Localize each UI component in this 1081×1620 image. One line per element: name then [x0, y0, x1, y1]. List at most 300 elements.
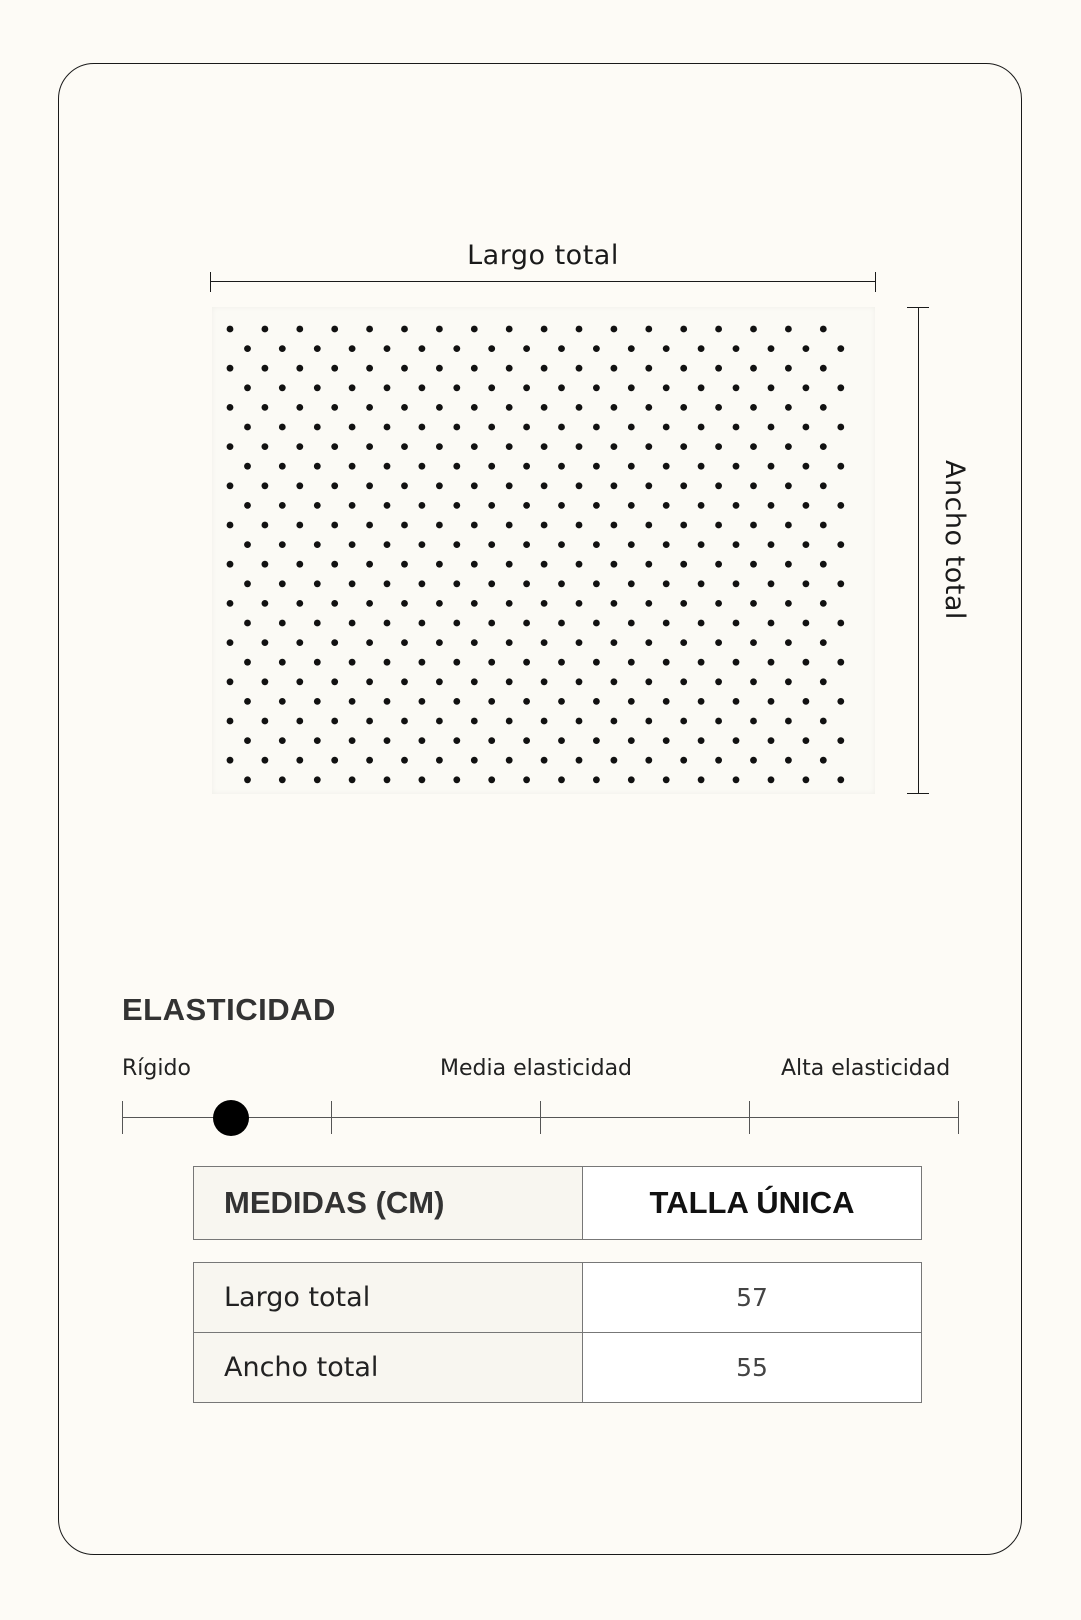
- perforation-dot: [733, 463, 740, 470]
- perforation-dot: [680, 522, 687, 529]
- perforation-dot: [576, 600, 583, 607]
- elasticity-scale-tick: [331, 1101, 332, 1134]
- perforation-dot: [803, 580, 810, 587]
- perforation-dot: [366, 757, 373, 764]
- perforation-dot: [680, 678, 687, 685]
- header-measures-cell: MEDIDAS (CM): [194, 1167, 583, 1240]
- perforation-dot: [820, 482, 827, 489]
- perforation-dot: [453, 620, 460, 627]
- perforation-dot: [541, 443, 548, 450]
- perforation-dot: [576, 482, 583, 489]
- elasticity-label-mid: Media elasticidad: [440, 1056, 633, 1081]
- perforation-dot: [523, 580, 530, 587]
- perforation-dot: [349, 620, 356, 627]
- perforation-dot: [663, 384, 670, 391]
- perforation-dot: [803, 463, 810, 470]
- perforation-dot: [488, 620, 495, 627]
- perforation-dot: [453, 580, 460, 587]
- perforation-dot: [331, 404, 338, 411]
- perforation-dot: [331, 365, 338, 372]
- perforation-dot: [785, 639, 792, 646]
- perforation-dot: [262, 639, 269, 646]
- perforation-dot: [628, 345, 635, 352]
- perforation-dot: [331, 639, 338, 646]
- perforation-dot: [506, 561, 513, 568]
- row-label-width: Ancho total: [194, 1333, 583, 1403]
- perforation-dot: [366, 639, 373, 646]
- perforation-dot: [663, 698, 670, 705]
- perforation-dot: [349, 384, 356, 391]
- perforation-dot: [820, 600, 827, 607]
- perforation-dot: [314, 659, 321, 666]
- perforation-dot: [488, 345, 495, 352]
- perforation-dot: [611, 522, 618, 529]
- perforation-dot: [262, 443, 269, 450]
- perforation-dot: [401, 326, 408, 333]
- perforation-dot: [558, 698, 565, 705]
- perforation-dot: [384, 776, 391, 783]
- perforation-dot: [384, 580, 391, 587]
- perforation-dot: [471, 404, 478, 411]
- perforation-dot: [576, 561, 583, 568]
- elasticity-label-high: Alta elasticidad: [781, 1056, 951, 1081]
- length-dimension-label: Largo total: [467, 240, 619, 271]
- perforation-dot: [785, 365, 792, 372]
- elasticity-scale-tick: [749, 1101, 750, 1134]
- perforation-dot: [244, 463, 251, 470]
- perforation-dot: [453, 698, 460, 705]
- perforation-dot: [244, 659, 251, 666]
- perforation-dot: [244, 698, 251, 705]
- perforation-dot: [349, 580, 356, 587]
- elasticity-scale-tick: [958, 1101, 959, 1134]
- perforation-dot: [628, 541, 635, 548]
- perforation-dot: [453, 384, 460, 391]
- perforation-dot: [576, 718, 583, 725]
- perforation-dot: [262, 326, 269, 333]
- perforation-dot: [227, 718, 234, 725]
- perforation-dot: [419, 659, 426, 666]
- perforation-dot: [803, 620, 810, 627]
- perforation-dot: [663, 580, 670, 587]
- perforation-dot: [436, 365, 443, 372]
- perforation-dot: [785, 718, 792, 725]
- perforation-dot: [541, 404, 548, 411]
- perforation-dot: [837, 580, 844, 587]
- perforation-dot: [768, 737, 775, 744]
- perforation-dot: [262, 365, 269, 372]
- perforation-dot: [715, 482, 722, 489]
- perforation-dot: [715, 326, 722, 333]
- perforation-dot: [314, 541, 321, 548]
- perforation-dot: [244, 580, 251, 587]
- perforation-dot: [611, 561, 618, 568]
- perforation-dot: [785, 757, 792, 764]
- perforation-dot: [558, 620, 565, 627]
- perforation-dot: [296, 365, 303, 372]
- perforation-dot: [279, 659, 286, 666]
- perforation-dot: [715, 522, 722, 529]
- perforation-dot: [733, 620, 740, 627]
- perforation-dot: [820, 365, 827, 372]
- perforation-dot: [698, 580, 705, 587]
- perforation-dot: [331, 718, 338, 725]
- perforation-dot: [314, 384, 321, 391]
- perforation-dot: [419, 345, 426, 352]
- perforation-dot: [488, 737, 495, 744]
- perforation-dot: [523, 384, 530, 391]
- perforation-dot: [419, 502, 426, 509]
- perforation-dot: [471, 326, 478, 333]
- measures-table-body: [193, 1262, 922, 1403]
- perforation-dot: [436, 404, 443, 411]
- perforation-dot: [663, 345, 670, 352]
- width-dimension-line: [918, 307, 919, 794]
- perforation-dot: [384, 541, 391, 548]
- perforation-dot: [471, 365, 478, 372]
- perforation-dot: [314, 463, 321, 470]
- perforation-dot: [384, 345, 391, 352]
- perforation-dot: [593, 776, 600, 783]
- perforation-dot: [611, 757, 618, 764]
- perforation-dot: [331, 522, 338, 529]
- perforation-dot: [715, 757, 722, 764]
- perforation-dot: [453, 463, 460, 470]
- perforation-dot: [244, 737, 251, 744]
- perforation-dot: [262, 482, 269, 489]
- perforation-dot: [663, 502, 670, 509]
- perforation-dot: [698, 776, 705, 783]
- perforation-dot: [733, 737, 740, 744]
- perforation-dot: [296, 639, 303, 646]
- perforation-dot: [611, 600, 618, 607]
- length-dimension-tick-left: [210, 272, 211, 292]
- perforation-dot: [663, 424, 670, 431]
- perforation-dot: [436, 718, 443, 725]
- perforation-dot: [680, 482, 687, 489]
- perforation-dot: [611, 482, 618, 489]
- perforation-dot: [366, 561, 373, 568]
- perforation-dot: [750, 678, 757, 685]
- perforation-dot: [820, 718, 827, 725]
- perforation-dot: [750, 404, 757, 411]
- perforation-dot: [331, 600, 338, 607]
- perforation-dot: [645, 522, 652, 529]
- perforation-dot: [366, 600, 373, 607]
- perforation-dot: [419, 541, 426, 548]
- perforation-dot: [471, 561, 478, 568]
- perforation-dot: [680, 718, 687, 725]
- perforation-dot: [279, 424, 286, 431]
- perforation-dot: [471, 757, 478, 764]
- perforation-dot: [680, 443, 687, 450]
- perforation-dot: [593, 698, 600, 705]
- perforation-dot: [488, 580, 495, 587]
- perforation-dot: [837, 737, 844, 744]
- perforation-dot: [471, 718, 478, 725]
- perforation-dot: [349, 424, 356, 431]
- perforation-dot: [715, 404, 722, 411]
- perforation-dot: [227, 600, 234, 607]
- perforation-dot: [436, 482, 443, 489]
- perforated-mat-dots: [212, 307, 875, 794]
- perforation-dot: [715, 639, 722, 646]
- perforation-dot: [366, 718, 373, 725]
- perforation-dot: [349, 541, 356, 548]
- perforation-dot: [401, 365, 408, 372]
- perforation-dot: [349, 776, 356, 783]
- perforation-dot: [262, 757, 269, 764]
- perforation-dot: [663, 620, 670, 627]
- perforation-dot: [733, 541, 740, 548]
- perforation-dot: [576, 365, 583, 372]
- perforation-dot: [820, 561, 827, 568]
- perforation-dot: [244, 345, 251, 352]
- perforation-dot: [803, 384, 810, 391]
- perforation-dot: [331, 757, 338, 764]
- perforation-dot: [628, 776, 635, 783]
- perforation-dot: [384, 620, 391, 627]
- perforation-dot: [488, 776, 495, 783]
- perforation-dot: [698, 463, 705, 470]
- perforation-dot: [331, 678, 338, 685]
- perforation-dot: [262, 718, 269, 725]
- length-dimension-tick-right: [875, 272, 876, 292]
- perforation-dot: [680, 600, 687, 607]
- perforation-dot: [401, 443, 408, 450]
- perforation-dot: [541, 639, 548, 646]
- perforation-dot: [593, 502, 600, 509]
- perforation-dot: [436, 561, 443, 568]
- perforation-dot: [593, 384, 600, 391]
- perforation-dot: [576, 326, 583, 333]
- perforation-dot: [733, 424, 740, 431]
- perforation-dot: [366, 443, 373, 450]
- perforation-dot: [645, 678, 652, 685]
- perforation-dot: [820, 678, 827, 685]
- perforation-dot: [750, 561, 757, 568]
- perforation-dot: [593, 737, 600, 744]
- perforation-dot: [680, 561, 687, 568]
- perforation-dot: [541, 365, 548, 372]
- perforation-dot: [366, 404, 373, 411]
- perforation-dot: [401, 757, 408, 764]
- perforation-dot: [314, 776, 321, 783]
- perforation-dot: [523, 541, 530, 548]
- perforation-dot: [401, 522, 408, 529]
- perforation-dot: [611, 365, 618, 372]
- perforation-dot: [296, 600, 303, 607]
- perforation-dot: [436, 678, 443, 685]
- perforation-dot: [366, 326, 373, 333]
- row-label-length: Largo total: [194, 1263, 583, 1333]
- perforation-dot: [645, 600, 652, 607]
- perforation-dot: [645, 757, 652, 764]
- perforation-dot: [541, 600, 548, 607]
- perforation-dot: [419, 580, 426, 587]
- perforation-dot: [645, 443, 652, 450]
- perforation-dot: [384, 659, 391, 666]
- perforation-dot: [645, 404, 652, 411]
- perforation-dot: [453, 659, 460, 666]
- perforation-dot: [506, 678, 513, 685]
- perforation-dot: [576, 522, 583, 529]
- perforation-dot: [733, 502, 740, 509]
- perforation-dot: [384, 698, 391, 705]
- perforation-dot: [227, 639, 234, 646]
- perforation-dot: [296, 522, 303, 529]
- perforation-dot: [803, 698, 810, 705]
- perforation-dot: [837, 384, 844, 391]
- perforation-dot: [419, 698, 426, 705]
- perforation-dot: [419, 424, 426, 431]
- perforation-dot: [698, 384, 705, 391]
- perforation-dot: [750, 482, 757, 489]
- perforation-dot: [506, 326, 513, 333]
- perforation-dot: [837, 345, 844, 352]
- perforation-dot: [419, 620, 426, 627]
- perforation-dot: [279, 620, 286, 627]
- perforation-dot: [488, 502, 495, 509]
- perforation-dot: [314, 580, 321, 587]
- perforation-dot: [349, 659, 356, 666]
- perforation-dot: [768, 620, 775, 627]
- perforation-dot: [768, 659, 775, 666]
- perforation-dot: [628, 463, 635, 470]
- perforation-dot: [820, 443, 827, 450]
- perforation-dot: [279, 345, 286, 352]
- perforation-dot: [715, 600, 722, 607]
- perforation-dot: [523, 620, 530, 627]
- perforation-dot: [768, 698, 775, 705]
- perforation-dot: [541, 522, 548, 529]
- perforation-dot: [628, 659, 635, 666]
- perforation-dot: [768, 502, 775, 509]
- perforation-dot: [541, 718, 548, 725]
- perforation-dot: [628, 384, 635, 391]
- perforation-dot: [453, 502, 460, 509]
- perforation-dot: [401, 561, 408, 568]
- perforation-dot: [227, 365, 234, 372]
- perforation-dot: [645, 561, 652, 568]
- perforation-dot: [506, 718, 513, 725]
- perforation-dot: [820, 326, 827, 333]
- perforation-dot: [279, 541, 286, 548]
- perforation-dot: [750, 443, 757, 450]
- perforation-dot: [768, 384, 775, 391]
- perforation-dot: [453, 737, 460, 744]
- perforation-dot: [541, 678, 548, 685]
- perforation-dot: [436, 443, 443, 450]
- perforation-dot: [611, 404, 618, 411]
- table-header-row: [194, 1167, 922, 1240]
- perforation-dot: [419, 463, 426, 470]
- perforation-dot: [523, 463, 530, 470]
- perforation-dot: [785, 522, 792, 529]
- perforation-dot: [837, 541, 844, 548]
- perforation-dot: [279, 463, 286, 470]
- perforation-dot: [820, 757, 827, 764]
- perforation-dot: [698, 659, 705, 666]
- perforation-dot: [488, 384, 495, 391]
- perforation-dot: [820, 522, 827, 529]
- perforation-dot: [768, 424, 775, 431]
- perforation-dot: [244, 776, 251, 783]
- perforation-dot: [436, 326, 443, 333]
- perforation-dot: [331, 482, 338, 489]
- perforation-dot: [785, 600, 792, 607]
- header-size-cell: TALLA ÚNICA: [583, 1167, 922, 1240]
- perforation-dot: [279, 776, 286, 783]
- perforation-dot: [506, 757, 513, 764]
- width-dimension-tick-bottom: [907, 793, 929, 794]
- perforation-dot: [401, 482, 408, 489]
- perforation-dot: [820, 639, 827, 646]
- perforation-dot: [401, 600, 408, 607]
- row-value-width: 55: [583, 1333, 922, 1403]
- perforation-dot: [314, 737, 321, 744]
- width-dimension-label: Ancho total: [939, 460, 970, 620]
- perforation-dot: [785, 326, 792, 333]
- perforation-dot: [488, 541, 495, 548]
- perforation-dot: [314, 620, 321, 627]
- perforation-dot: [366, 482, 373, 489]
- perforation-dot: [698, 424, 705, 431]
- perforation-dot: [279, 737, 286, 744]
- perforation-dot: [262, 404, 269, 411]
- perforation-dot: [611, 326, 618, 333]
- perforation-dot: [279, 384, 286, 391]
- perforation-dot: [279, 698, 286, 705]
- perforation-dot: [768, 580, 775, 587]
- perforation-dot: [349, 345, 356, 352]
- perforation-dot: [576, 678, 583, 685]
- perforation-dot: [733, 580, 740, 587]
- perforation-dot: [488, 659, 495, 666]
- perforation-dot: [837, 620, 844, 627]
- perforation-dot: [296, 443, 303, 450]
- perforation-dot: [593, 424, 600, 431]
- perforation-dot: [750, 365, 757, 372]
- perforation-dot: [576, 404, 583, 411]
- perforation-dot: [558, 737, 565, 744]
- perforation-dot: [227, 522, 234, 529]
- perforation-dot: [506, 482, 513, 489]
- perforation-dot: [523, 659, 530, 666]
- perforation-dot: [558, 580, 565, 587]
- perforation-dot: [331, 561, 338, 568]
- table-row: [194, 1333, 922, 1403]
- perforation-dot: [593, 580, 600, 587]
- perforation-dot: [419, 384, 426, 391]
- perforation-dot: [715, 365, 722, 372]
- perforation-dot: [296, 482, 303, 489]
- elasticity-title: ELASTICIDAD: [122, 992, 336, 1027]
- perforation-dot: [750, 718, 757, 725]
- perforation-dot: [645, 482, 652, 489]
- table-row: [194, 1263, 922, 1333]
- perforation-dot: [471, 600, 478, 607]
- perforation-dot: [768, 463, 775, 470]
- perforation-dot: [663, 463, 670, 470]
- perforation-dot: [750, 639, 757, 646]
- perforation-dot: [593, 620, 600, 627]
- perforation-dot: [436, 522, 443, 529]
- perforation-dot: [803, 541, 810, 548]
- perforation-dot: [349, 502, 356, 509]
- perforation-dot: [279, 580, 286, 587]
- perforation-dot: [262, 678, 269, 685]
